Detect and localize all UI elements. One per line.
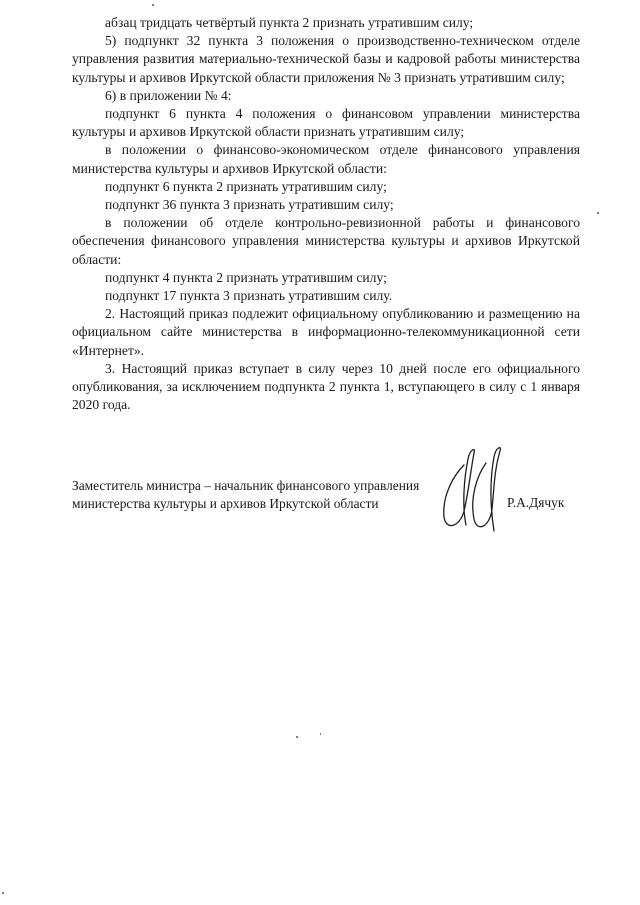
paragraph-financial-department: подпункт 6 пункта 4 положения о финансовом управлении министерства культуры и архивов Иркутской области признать утратившим силу; <box>72 106 580 140</box>
signatory-position <box>72 477 452 513</box>
signatory-name: Р.А.Дячук <box>507 495 565 510</box>
paragraph-subclause-6-2: подпункт 6 пункта 2 признать утратившим силу; <box>105 178 387 194</box>
scan-speck <box>152 4 154 6</box>
paragraph-subclause-4-2: подпункт 4 пункта 2 признать утратившим силу; <box>105 269 387 285</box>
paragraph-item-5: 5) подпункт 32 пункта 3 положения о производственно-техническом отделе управления развития материально-технической базы и кадровой работы министерства культуры и архивов Иркутской области приложения № 3 признать утратившим силу; <box>72 33 580 85</box>
scan-speck <box>320 733 321 735</box>
handwritten-signature <box>434 445 514 535</box>
scan-speck <box>2 892 4 894</box>
paragraph-item-6: 6) в приложении № 4: <box>105 87 232 103</box>
scan-speck <box>597 212 599 214</box>
signatory-position-line-2: министерства культуры и архивов Иркутской области <box>72 496 379 512</box>
document-body <box>72 14 580 414</box>
paragraph-clause-34: абзац тридцать четвёртый пункта 2 признать утратившим силу; <box>105 15 474 30</box>
paragraph-publication: 2. Настоящий приказ подлежит официальному опубликованию и размещению на официальном сайте министерства в информационно-телекоммуникационной сети «Интернет». <box>72 306 580 358</box>
paragraph-subclause-17-3: подпункт 17 пункта 3 признать утратившим силу. <box>105 288 393 304</box>
signatory-position-line-1: Заместитель министра – начальник финансового управления <box>72 478 420 493</box>
paragraph-effective-date: 3. Настоящий приказ вступает в силу через 10 дней после его официального опубликования, за исключением подпункта 2 пункта 1, вступающего в силу с 1 января 2020 года. <box>72 360 580 413</box>
scan-speck <box>296 736 298 738</box>
paragraph-subclause-36-3: подпункт 36 пункта 3 признать утратившим силу; <box>105 197 394 213</box>
paragraph-economic-section: в положении о финансово-экономическом отделе финансового управления министерства культуры и архивов Иркутской области: <box>72 142 580 176</box>
signature-block <box>72 477 582 537</box>
paragraph-audit-section: в положении об отделе контрольно-ревизионной работы и финансового обеспечения финансового управления министерства культуры и архивов Иркутской области: <box>72 215 580 267</box>
